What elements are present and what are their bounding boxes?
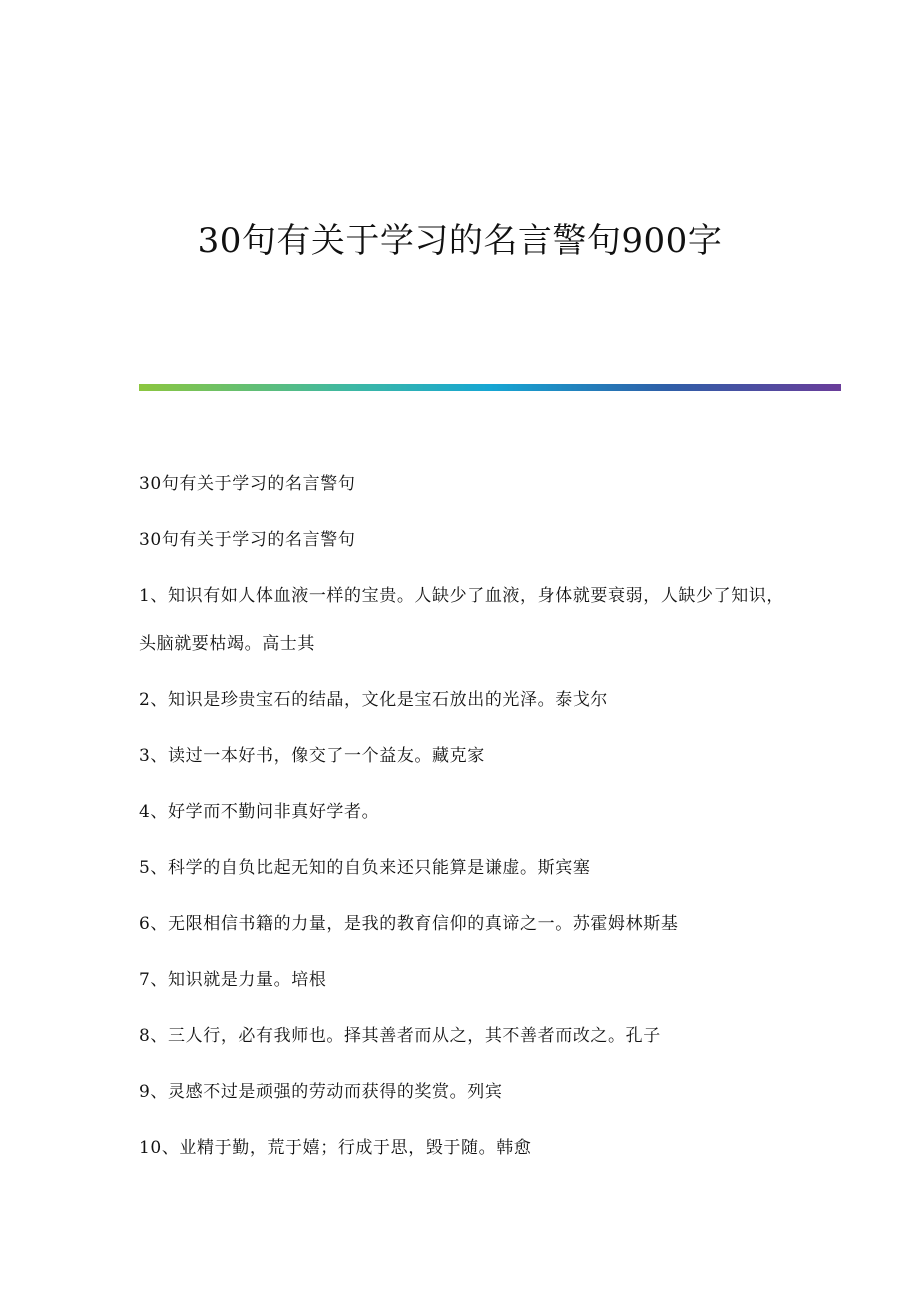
document-body — [139, 470, 799, 1190]
document-title: 30句有关于学习的名言警句900字 — [197, 221, 723, 261]
quote-paragraph: 4、好学而不勤问非真好学者。 — [139, 802, 380, 822]
quote-paragraph: 6、无限相信书籍的力量，是我的教育信仰的真谛之一。苏霍姆林斯基 — [139, 914, 679, 934]
quote-paragraph: 10、业精于勤，荒于嬉；行成于思，毁于随。韩愈 — [139, 1138, 532, 1158]
quote-paragraph: 5、科学的自负比起无知的自负来还只能算是谦虚。斯宾塞 — [139, 858, 591, 878]
gradient-divider — [139, 384, 841, 391]
subtitle-line: 30句有关于学习的名言警句 — [139, 474, 356, 494]
quote-paragraph: 7、知识就是力量。培根 — [139, 970, 327, 990]
quote-paragraph: 3、读过一本好书，像交了一个益友。藏克家 — [139, 746, 485, 766]
quote-paragraph: 9、灵感不过是顽强的劳动而获得的奖赏。列宾 — [139, 1082, 503, 1102]
quote-paragraph: 1、知识有如人体血液一样的宝贵。人缺少了血液，身体就要衰弱，人缺少了知识，头脑就要枯竭。高士其 — [139, 586, 785, 654]
subtitle-line: 30句有关于学习的名言警句 — [139, 530, 356, 550]
quote-paragraph: 8、三人行，必有我师也。择其善者而从之，其不善者而改之。孔子 — [139, 1026, 661, 1046]
quote-paragraph: 2、知识是珍贵宝石的结晶，文化是宝石放出的光泽。泰戈尔 — [139, 690, 609, 710]
